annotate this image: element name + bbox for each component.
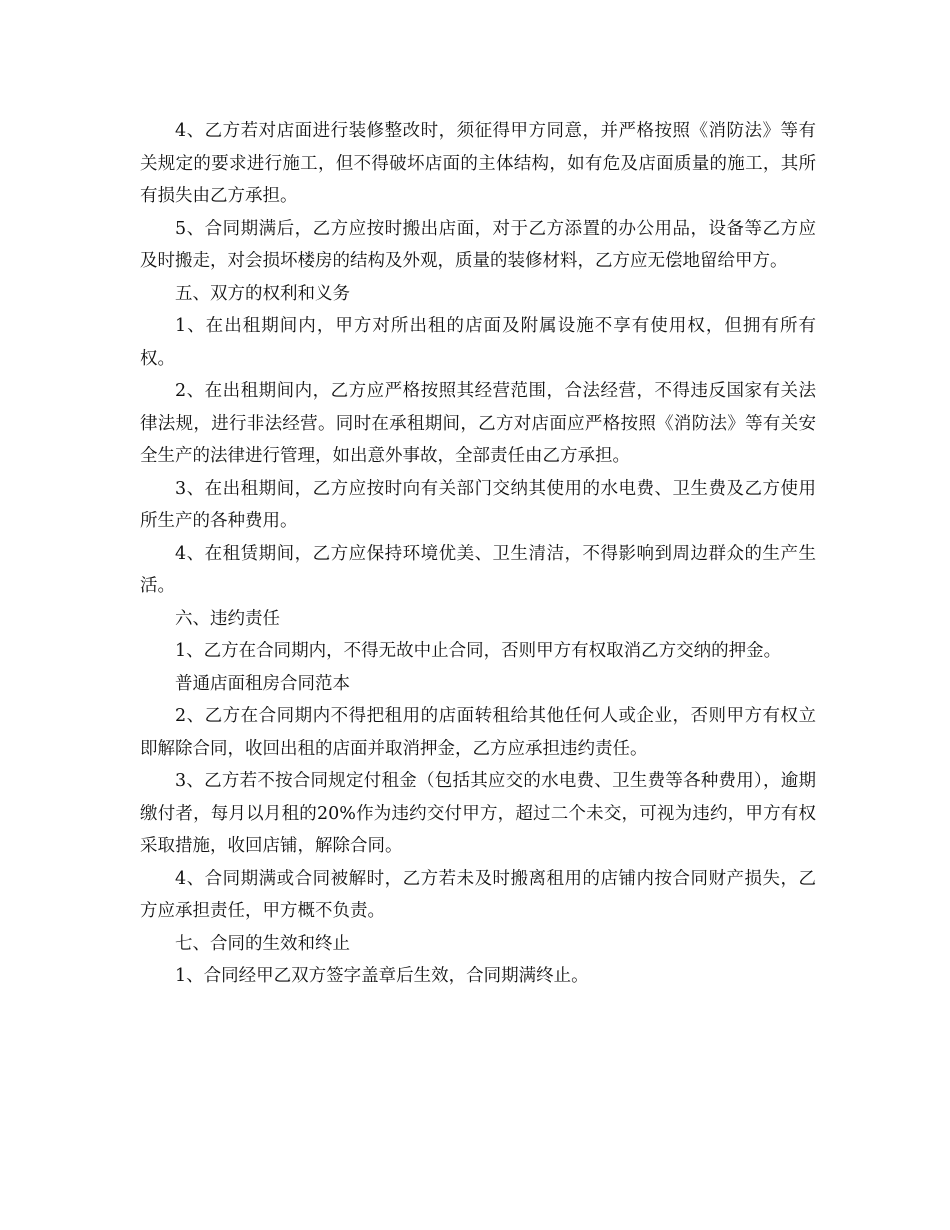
clause-rights-1: 1、在出租期间内，甲方对所出租的店面及附属设施不享有使用权，但拥有所有权。 [140, 316, 816, 369]
document-body [140, 115, 816, 993]
clause-decoration: 4、乙方若对店面进行装修整改时，须征得甲方同意，并严格按照《消防法》等有关规定的要求进行施工，但不得破坏店面的主体结构，如有危及店面质量的施工，其所有损失由乙方承担。 [140, 121, 816, 206]
clause-breach-3: 3、乙方若不按合同规定付租金（包括其应交的水电费、卫生费等各种费用），逾期缴付者，每月以月租的20%作为违约交付甲方，超过二个未交，可视为违约，甲方有权采取措施，收回店铺，解除合同。 [140, 771, 816, 856]
clause-breach-1: 1、乙方在合同期内，不得无故中止合同，否则甲方有权取消乙方交纳的押金。 [175, 641, 782, 661]
clause-effect-1: 1、合同经甲乙双方签字盖章后生效，合同期满终止。 [175, 966, 589, 986]
clause-rights-2: 2、在出租期间内，乙方应严格按照其经营范围，合法经营，不得违反国家有关法律法规，进行非法经营。同时在承租期间，乙方对店面应严格按照《消防法》等有关安全生产的法律进行管理，如出意外事故，全部责任由乙方承担。 [140, 381, 816, 466]
clause-rights-4: 4、在租赁期间，乙方应保持环境优美、卫生清洁，不得影响到周边群众的生产生活。 [140, 543, 816, 596]
clause-move-out: 5、合同期满后，乙方应按时搬出店面，对于乙方添置的办公用品，设备等乙方应及时搬走，对会损坏楼房的结构及外观，质量的装修材料，乙方应无偿地留给甲方。 [140, 218, 816, 271]
section-heading-breach: 六、违约责任 [175, 608, 280, 629]
section-heading-rights: 五、双方的权利和义务 [175, 283, 350, 304]
clause-rights-3: 3、在出租期间，乙方应按时向有关部门交纳其使用的水电费、卫生费及乙方使用所生产的各种费用。 [140, 478, 816, 531]
document-title-line: 普通店面租房合同范本 [175, 673, 350, 694]
clause-breach-2: 2、乙方在合同期内不得把租用的店面转租给其他任何人或企业，否则甲方有权立即解除合同，收回出租的店面并取消押金，乙方应承担违约责任。 [140, 706, 816, 759]
clause-breach-4: 4、合同期满或合同被解时，乙方若未及时搬离租用的店铺内按合同财产损失，乙方应承担责任，甲方概不负责。 [140, 868, 816, 921]
section-heading-effect: 七、合同的生效和终止 [175, 933, 350, 954]
